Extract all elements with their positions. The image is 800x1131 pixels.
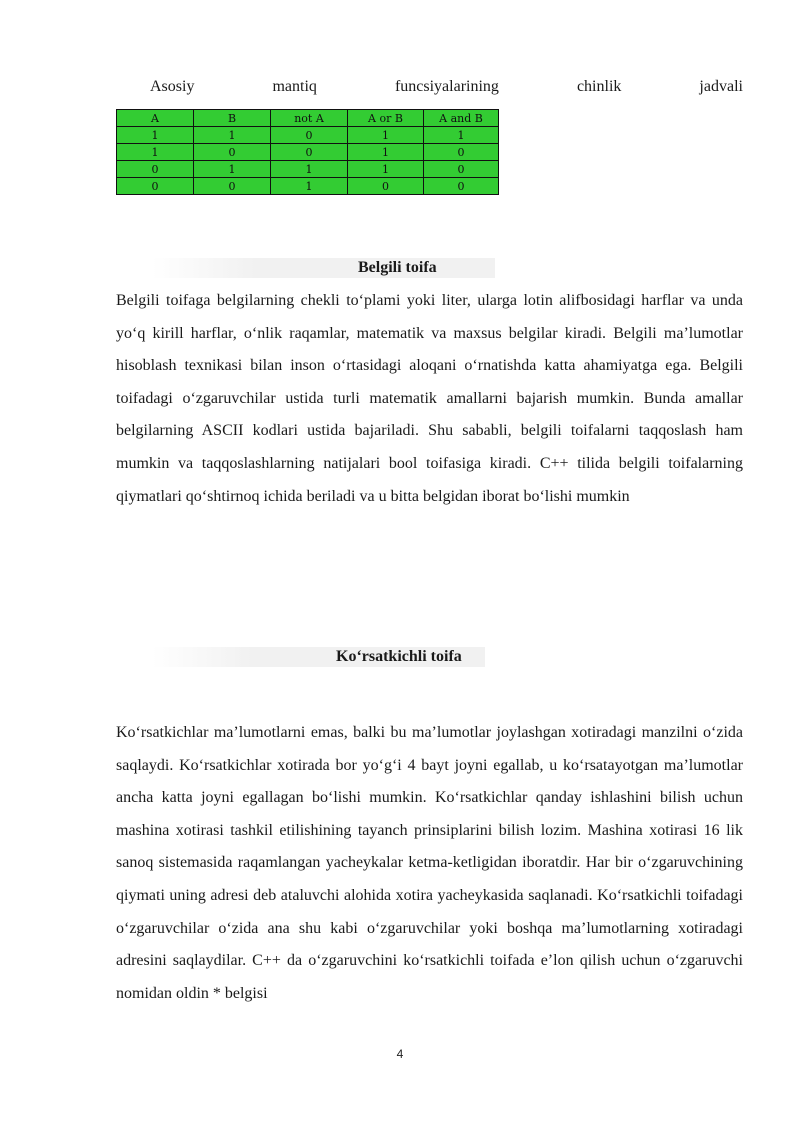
table-cell: 0 — [424, 161, 499, 178]
table-row — [117, 161, 499, 178]
table-cell: 1 — [117, 127, 194, 144]
paragraph-korsatkichli-toifa: Ko‘rsatkichlar ma’lumotlarni emas, balki bu ma’lumotlar joylashgan xotiradagi manzilni o‘zida saqlaydi. Ko‘rsatkichlar xotirada bor yo‘g‘i 4 bayt joyni egallab, u ko‘rsatayotgan ma’lumotlar ancha katta joyni egallagan bo‘lishi mumkin. Ko‘rsatkichlar qanday ishlashini bilish uchun mashina xotirasi tashkil etilishining tayanch prinsiplarini bilish lozim. Mashina xotirasi 16 lik sanoq sistemasida raqamlangan yacheykalar ketma-ketligidan iboratdir. Har bir o‘zgaruvchining qiymati uning adresi deb ataluvchi alohida xotira yacheykasida saqlanadi. Ko‘rsatkichli toifadagi o‘zgaruvchilar o‘zida ana shu kabi o‘zgaruvchilar yoki boshqa ma’lumotlarning xotiradagi adresini saqlaydilar. C++ da o‘zgaruvchini ko‘rsatkichli toifada e’lon qilish uchun o‘zgaruvchi nomidan oldin * belgisi — [116, 724, 743, 1002]
table-cell: 0 — [424, 178, 499, 195]
table-header-cell: B — [194, 110, 271, 127]
table-cell: 1 — [271, 161, 348, 178]
table-cell: 1 — [194, 127, 271, 144]
paragraph-belgili-toifa: Belgili toifaga belgilarning chekli to‘plami yoki liter, ularga lotin alifbosidagi harflar va unda yo‘q kirill harflar, o‘nlik raqamlar, matematik va maxsus belgilar kiradi. Belgili ma’lumotlar hisoblash texnikasi bilan inson o‘rtasidagi aloqani o‘rnatishda katta ahamiyatga ega. Belgili toifadagi o‘zgaruvchilar ustida turli matematik amallarni bajarish mumkin. Bunda amallar belgilarning ASCII kodlari ustida bajariladi. Shu sababli, belgili toifalarni taqqoslash ham mumkin va taqqoslashlarning natijalari bool toifasiga kiradi. C++ tilida belgili toifalarning qiymatlari qo‘shtirnoq ichida beriladi va u bitta belgidan iborat bo‘lishi mumkin — [116, 292, 743, 505]
table-cell: 0 — [271, 127, 348, 144]
page-number: 4 — [396, 1047, 404, 1061]
table-header-cell: not A — [271, 110, 348, 127]
table-row — [117, 127, 499, 144]
table-header-cell: A and B — [424, 110, 499, 127]
table-cell: 0 — [194, 144, 271, 161]
table-cell: 0 — [117, 161, 194, 178]
table-header-cell: A — [117, 110, 194, 127]
caption-word: mantiq — [272, 78, 317, 95]
table-header-cell: A or B — [348, 110, 424, 127]
table-caption — [150, 78, 743, 96]
table-cell: 1 — [348, 144, 424, 161]
table-header-row — [117, 110, 499, 127]
section-heading-belgili-toifa — [152, 258, 495, 278]
table-cell: 1 — [194, 161, 271, 178]
table-cell: 0 — [117, 178, 194, 195]
section-heading-text: Belgili toifa — [358, 259, 437, 276]
truth-table — [116, 109, 499, 195]
table-cell: 1 — [271, 178, 348, 195]
caption-word: chinlik — [576, 78, 622, 95]
table-cell: 0 — [348, 178, 424, 195]
table-row — [117, 178, 499, 195]
caption-word: Asosiy — [150, 78, 195, 95]
caption-word: funcsiyalarining — [394, 78, 499, 95]
table-cell: 0 — [194, 178, 271, 195]
caption-word: jadvali — [699, 78, 743, 95]
table-row — [117, 144, 499, 161]
table-cell: 0 — [271, 144, 348, 161]
table-cell: 0 — [424, 144, 499, 161]
section-heading-korsatkichli-toifa — [152, 647, 485, 667]
table-cell: 1 — [117, 144, 194, 161]
table-cell: 1 — [424, 127, 499, 144]
table-cell: 1 — [348, 161, 424, 178]
table-cell: 1 — [348, 127, 424, 144]
section-heading-text: Ko‘rsatkichli toifa — [336, 648, 462, 665]
